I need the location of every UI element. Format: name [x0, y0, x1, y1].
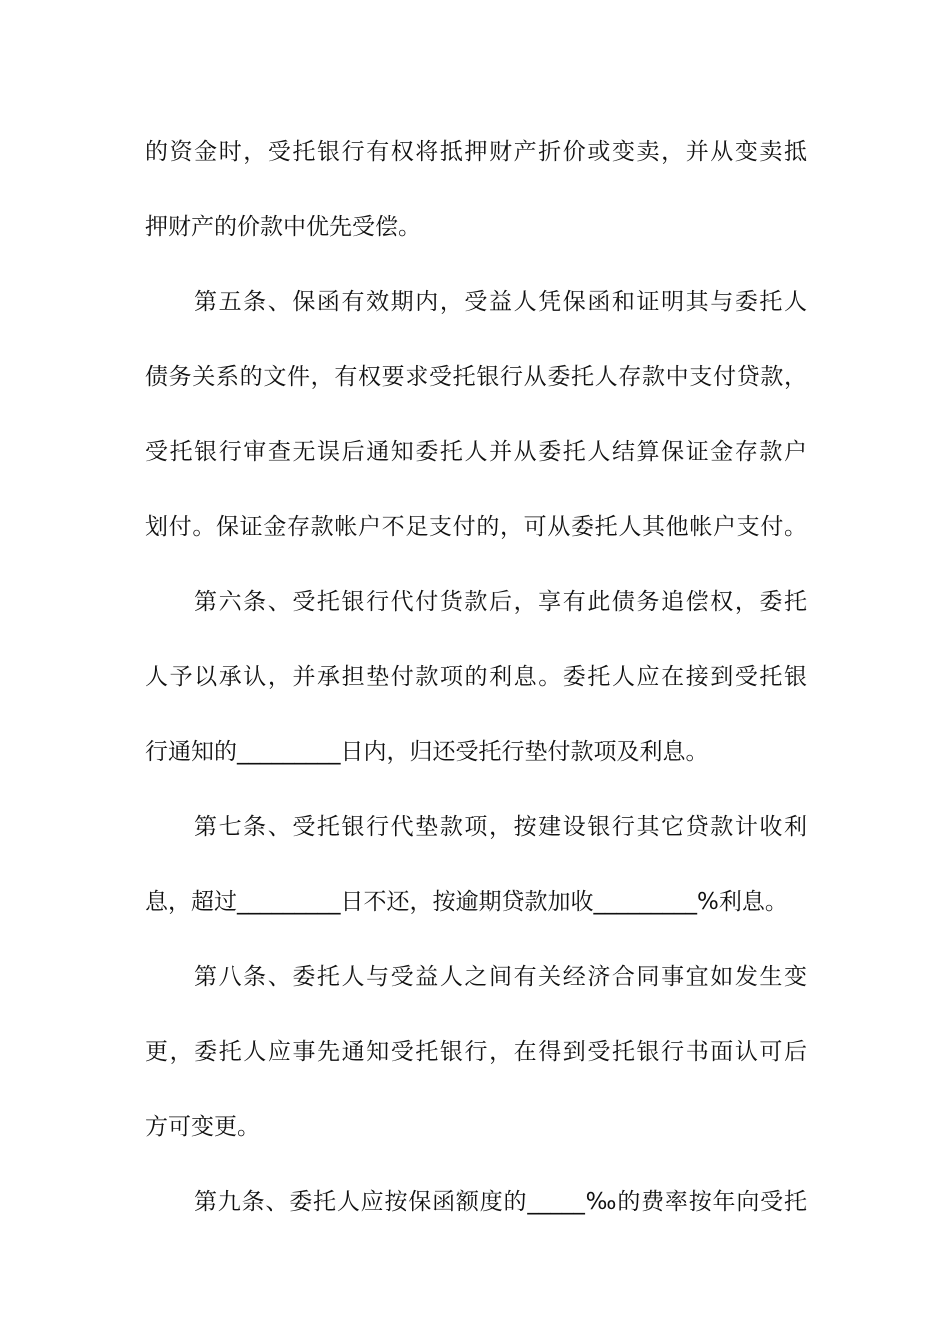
text-line: 押财产的价款中优先受偿。: [145, 214, 421, 240]
text-line: 债务关系的文件，有权要求受托银行从委托人存款中支付贷款，: [145, 364, 807, 390]
text-line: 受托银行审查无误后通知委托人并从委托人结算保证金存款户: [145, 439, 807, 465]
text-line: 划付。保证金存款帐户不足支付的，可从委托人其他帐户支付。: [145, 514, 807, 540]
paragraph-start-line: 第五条、保函有效期内，受益人凭保函和证明其与委托人: [194, 289, 807, 315]
text-line: 更，委托人应事先通知受托银行，在得到受托银行书面认可后: [145, 1039, 807, 1065]
text-line: 行通知的_________日内，归还受托行垫付款项及利息。: [145, 739, 709, 765]
text-line: 人予以承认，并承担垫付款项的利息。委托人应在接到受托银: [145, 664, 807, 690]
paragraph-start-line: 第九条、委托人应按保函额度的_____‰的费率按年向受托: [194, 1189, 807, 1215]
text-line: 的资金时，受托银行有权将抵押财产折价或变卖，并从变卖抵: [145, 139, 807, 165]
paragraph-start-line: 第八条、委托人与受益人之间有关经济合同事宜如发生变: [194, 964, 807, 990]
paragraph-start-line: 第六条、受托银行代付货款后，享有此债务追偿权，委托: [194, 589, 807, 615]
paragraph-start-line: 第七条、受托银行代垫款项，按建设银行其它贷款计收利: [194, 814, 807, 840]
text-line: 方可变更。: [145, 1114, 260, 1140]
text-line: 息，超过_________日不还，按逾期贷款加收_________%利息。: [145, 889, 788, 915]
